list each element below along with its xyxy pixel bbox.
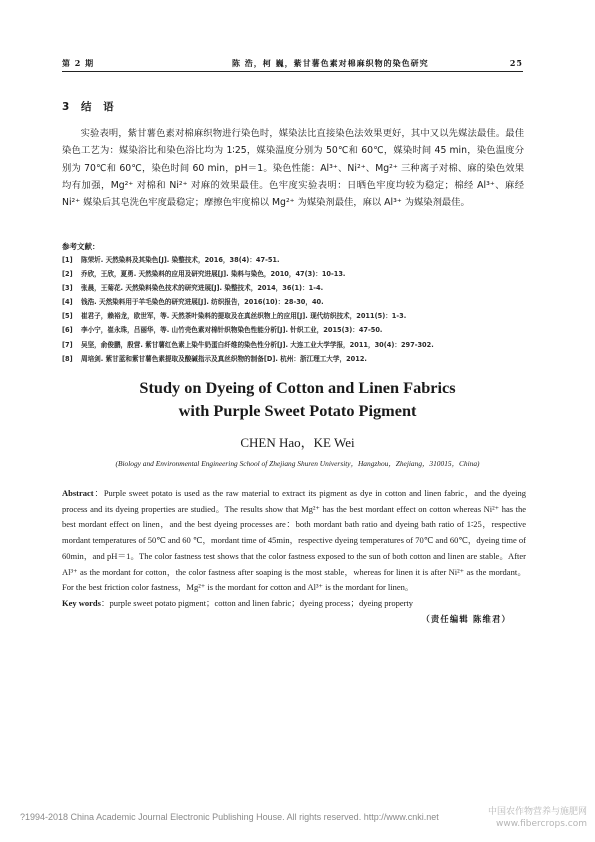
abstract-text: ：Purple sweet potato is used as the raw material to extract its pigment as dye in cotton and linen fabric，and the dyeing process and its dyeing properties are studied。The results show that Mg²⁺ has the best mordant effect on cotton whereas Ni²⁺ has the best mordant effect on linen，and the best dyeing processes are：both mordant bath ratio and dyeing bath ratio of 1∶25，respective mordant temperatures of 50℃ and 60 ℃，mordant time of 45min，respective dyeing temperatures of 70℃ and 60℃，dyeing time of 60min，and pH＝1。The color fastness test shows that the color fastness exposed to the sun of both cotton and linen are stable。After Al³⁺ as the mordant for cotton，the color fastness after soaping is the most stable，whereas for linen it is after Ni²⁺ as the mordant。For the best friction color fastness，Mg²⁺ is the mordant for cotton and Al³⁺ is the mordant for linen。 — [62, 488, 526, 593]
page-number: 25 — [509, 58, 523, 68]
reference-item: [6] 李小宁，崔永珠，吕丽华，等. 山竹壳色素对棉针织物染色性能分析[J]. 针织工业，2015(3)：47-50. — [62, 326, 383, 335]
english-title — [0, 377, 595, 422]
english-affiliation: (Biology and Environmental Engineering School of Zhejiang Shuren University，Hangzhou，Zhejiang，310015，China) — [115, 459, 480, 468]
watermark-line-1: 中国农作物营养与施肥网 — [487, 807, 587, 817]
reference-item: [8] 周培剑. 紫甘蓝和紫甘薯色素提取及酸碱指示及真丝织物的制备[D]. 杭州：浙江理工大学，2012. — [62, 354, 367, 363]
header-divider — [62, 71, 523, 72]
keywords-text: ：purple sweet potato pigment；cotton and linen fabric；dyeing process；dyeing property — [100, 598, 414, 608]
english-authors: CHEN Hao，KE Wei — [240, 435, 355, 450]
site-watermark — [457, 806, 587, 834]
reference-item: [4] 钱浩. 天然染料用于羊毛染色的研究进展[J]. 纺织报告，2016(10)：28-30，40. — [62, 298, 324, 307]
section-heading: 3 结 语 — [62, 101, 118, 113]
reference-item: [3] 张晨，王菊花. 天然染料染色技术的研究进展[J]. 染整技术，2014，36(1)：1-4. — [62, 284, 324, 293]
watermark-line-2: www.fibercrops.com — [496, 819, 587, 829]
running-title: 陈 浩，柯 巍，紫甘薯色素对棉麻织物的染色研究 — [232, 58, 429, 68]
conclusion-paragraph: 实验表明，紫甘薯色素对棉麻织物进行染色时，媒染法比直接染色法效果更好，其中又以先媒法最佳。最佳染色工艺为：媒染浴比和染色浴比均为 1∶25，媒染温度分别为 50℃和 60℃，媒染时间 45 min，染色温度分别为 70℃和 60℃，染色时间 60 min，pH＝1。染色性能：Al³⁺、Ni²⁺、Mg²⁺ 三种离子对棉、麻的染色效果均有加强，Mg²⁺ 对棉和 Ni²⁺ 对麻的效果最佳。色牢度实验表明：日晒色牢度均较为稳定；棉经 Al³⁺、麻经 Ni²⁺ 媒染后其皂洗色牢度最稳定；摩擦色牢度棉以 Mg²⁺ 为媒染剂最佳，麻以 Al³⁺ 为媒染剂最佳。 — [62, 128, 524, 209]
english-keywords — [62, 597, 526, 609]
reference-item: [2] 乔欣，王欣，夏勇. 天然染料的应用及研究进展[J]. 染料与染色，2010，47(3)：10-13. — [62, 270, 346, 279]
english-title-line-2: with Purple Sweet Potato Pigment — [178, 400, 417, 420]
running-header — [62, 58, 523, 70]
copyright-footer: ?1994-2018 China Academic Journal Electronic Publishing House. All rights reserved. http://www.cnki.net — [20, 812, 439, 822]
responsible-editor: （责任编辑 陈维君） — [421, 614, 511, 624]
references-heading: 参考文献： — [62, 242, 100, 251]
abstract-label: Abstract — [62, 488, 94, 498]
keywords-label: Key words — [62, 598, 101, 608]
english-title-line-1: Study on Dyeing of Cotton and Linen Fabrics — [139, 378, 456, 397]
issue-label: 第 2 期 — [62, 58, 95, 68]
english-abstract — [62, 486, 526, 596]
reference-item: [1] 陈荣圻. 天然染料及其染色[J]. 染整技术，2016，38(4)：47-51. — [62, 256, 280, 264]
reference-item: [5] 崔君子，赖裕龙，欧世军，等. 天然茶叶染料的提取及在真丝织物上的应用[J]. 现代纺织技术，2011(5)：1-3. — [62, 312, 407, 321]
references-list — [62, 253, 530, 366]
reference-item: [7] 吴坚，俞俊鹏，殷营. 紫甘薯红色素上染牛奶蛋白纤维的染色性分析[J]. 大连工业大学学报，2011，30(4)：297-302. — [62, 340, 434, 349]
